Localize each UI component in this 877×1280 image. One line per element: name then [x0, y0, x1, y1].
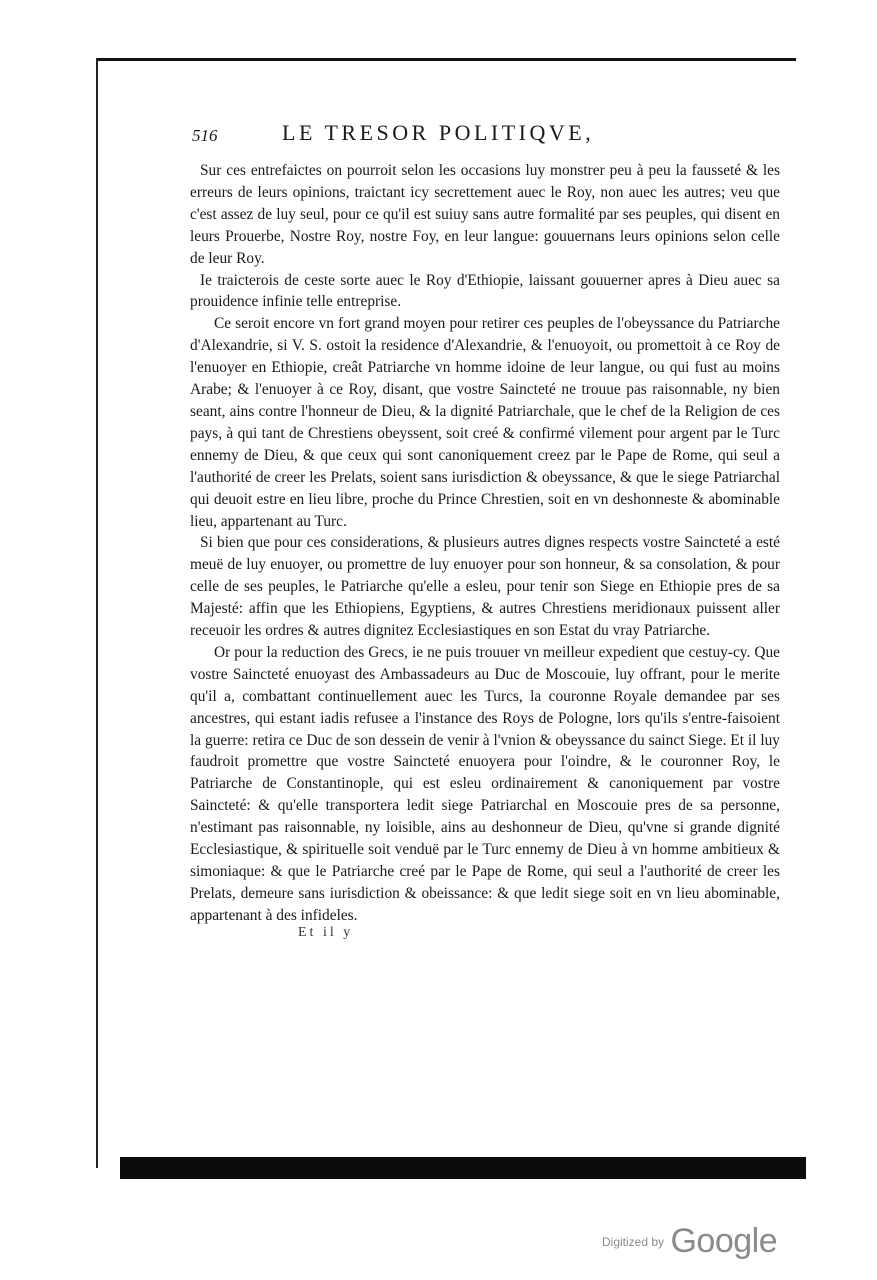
page-number: 516: [192, 126, 218, 145]
running-head: [190, 118, 780, 152]
digitized-by-watermark: [602, 1222, 777, 1261]
paragraph: Sur ces entrefaictes on pourroit selon les occasions luy monstrer peu à peu la fausseté & les erreurs de leurs opinions, traictant icy secrettement auec le Roy, non auec les autres; veu que c'est assez de luy seul, pour ce qu'il est suiuy sans autre formalité par ses peuples, qui disent en leurs Prouerbe, Nostre Roy, nostre Foy, en leur langue: gouuernans leurs opinions selon celle de leur Roy.: [190, 162, 780, 267]
paragraph: Or pour la reduction des Grecs, ie ne puis trouuer vn meilleur expedient que cestuy-cy. Que vostre Saincteté enuoyast des Ambassadeurs au Duc de Moscouie, luy offrant, pour le merite qu'il a, combattant continuellement auec les Turcs, la couronne Royale demandee par ses ancestres, qui estant iadis refusee a l'instance des Roys de Pologne, lors qu'ils s'entre-faisoient la guerre: retira ce Duc de son dessein de venir à l'vnion & obeyssance du sainct Siege. Et il luy faudroit promettre que vostre Saincteté enuoyera pour l'oindre, & le couronner Roy, le Patriarche de Constantinople, qui est esleu ordinairement & canoniquement par vostre Saincteté: & qu'elle transportera ledit siege Patriarchal en Moscouie pres de sa personne, n'estimant pas raisonnable, ny loisible, ains au deshonneur de Dieu, qu'vne si grande dignité Ecclesiastique, & spirituelle soit venduë par le Turc ennemy de Dieu à vn homme ambitieux & simoniaque: & que le Patriarche creé par le Pape de Rome, qui seul a l'authorité de creer les Prelats, demeure sans iurisdiction & obeissance: & que ledit siege soit en vn lieu abominable, appartenant à des infideles.: [190, 643, 780, 924]
catchword: Et il y: [298, 924, 354, 940]
paragraph: Si bien que pour ces considerations, & plusieurs autres dignes respects vostre Saincteté a esté meuë de luy enuoyer, ou promettre de luy enuoyer pour son honneur, & sa consolation, & pour celle de ses peuples, le Patriarche qu'elle a esleu, pour tenir son Siege en Ethiopie pres de sa Majesté: affin que les Ethiopiens, Egyptiens, & autres Chrestiens meridionaux puissent aller receuoir les ordres & autres dignitez Ecclesiastiques en son Estat du vray Patriarche.: [190, 534, 780, 640]
book-page: [190, 118, 780, 941]
scan-border-bottom: [120, 1157, 806, 1179]
google-logo: Google: [670, 1222, 778, 1260]
paragraph: Ce seroit encore vn fort grand moyen pour retirer ces peuples de l'obeyssance du Patriarche d'Alexandrie, si V. S. ostoit la residence d'Alexandrie, & l'enuoyoit, ou promettoit à ce Roy de l'enuoyer en Ethiopie, creât Patriarche vn homme idoine de leur langue, ou qui fust au moins Arabe; & l'enuoyer à ce Roy, disant, que vostre Saincteté ne trouue pas raisonnable, ny bien seant, ains contre l'honneur de Dieu, & la dignité Patriarchale, que le chef de la Religion de ces pays, à qui tant de Chrestiens obeyssent, soit creé & confirmé vilement pour argent par le Turc ennemy de Dieu, & que ceux qui sont canoniquement creez par le Pape de Rome, qui seul a l'authorité de creer les Prelats, soient sans iurisdiction & obeyssance, & que le siege Patriarchal qui deuoit estre en lieu libre, proche du Prince Chrestien, soit en vn deshonneste & abominable lieu, appartenant au Turc.: [190, 315, 780, 530]
body-text: [190, 160, 780, 927]
scan-border-left: [96, 58, 98, 1168]
scan-border-top: [96, 58, 796, 61]
running-head-title: LE TRESOR POLITIQVE,: [282, 120, 595, 145]
paragraph: Ie traicterois de ceste sorte auec le Roy d'Ethiopie, laissant gouuerner apres à Dieu auec sa prouidence infinie telle entreprise.: [190, 271, 780, 311]
digitized-by-label: Digitized by: [602, 1235, 665, 1249]
